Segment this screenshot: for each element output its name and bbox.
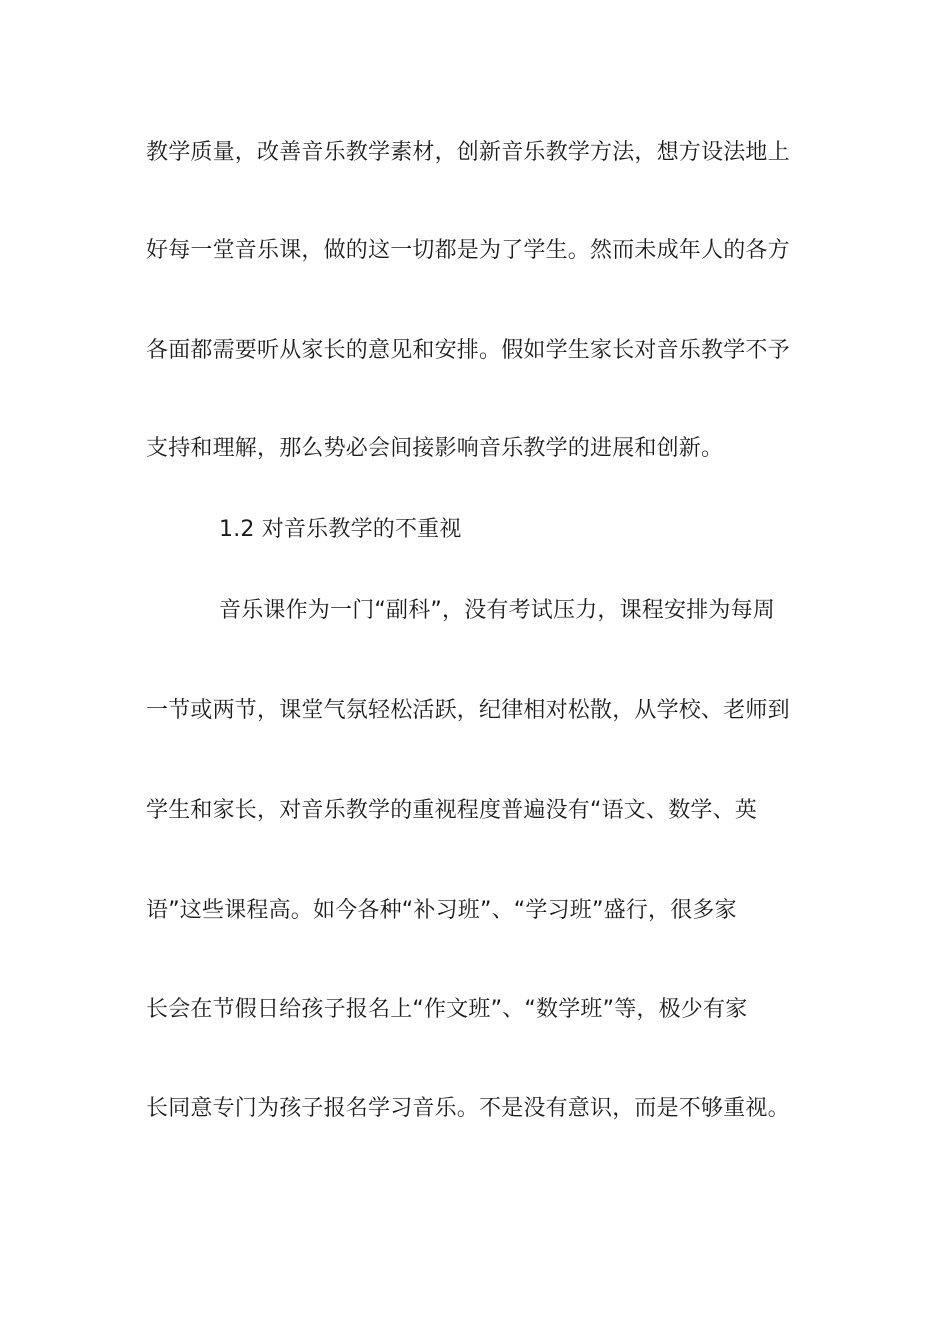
paragraph-line: 语”这些课程高。如今各种“补习班”、“学习班”盛行，很多家	[146, 898, 737, 923]
paragraph-line: 长同意专门为孩子报名学习音乐。不是没有意识，而是不够重视。	[146, 1096, 790, 1121]
paragraph-line: 各面都需要听从家长的意见和安排。假如学生家长对音乐教学不予	[146, 338, 790, 363]
paragraph-line: 一节或两节，课堂气氛轻松活跃，纪律相对松散，从学校、老师到	[146, 698, 790, 723]
paragraph-line: 学生和家长，对音乐教学的重视程度普遍没有“语文、数学、英	[146, 798, 757, 823]
paragraph-line: 音乐课作为一门“副科”，没有考试压力，课程安排为每周	[219, 598, 775, 623]
section-heading: 1.2 对音乐教学的不重视	[219, 517, 462, 542]
paragraph-line: 教学质量，改善音乐教学素材，创新音乐教学方法，想方设法地上	[146, 140, 790, 165]
paragraph-line: 支持和理解，那么势必会间接影响音乐教学的进展和创新。	[146, 436, 724, 461]
paragraph-line: 好每一堂音乐课，做的这一切都是为了学生。然而未成年人的各方	[146, 238, 790, 263]
paragraph-line: 长会在节假日给孩子报名上“作文班”、“数学班”等，极少有家	[146, 997, 748, 1022]
